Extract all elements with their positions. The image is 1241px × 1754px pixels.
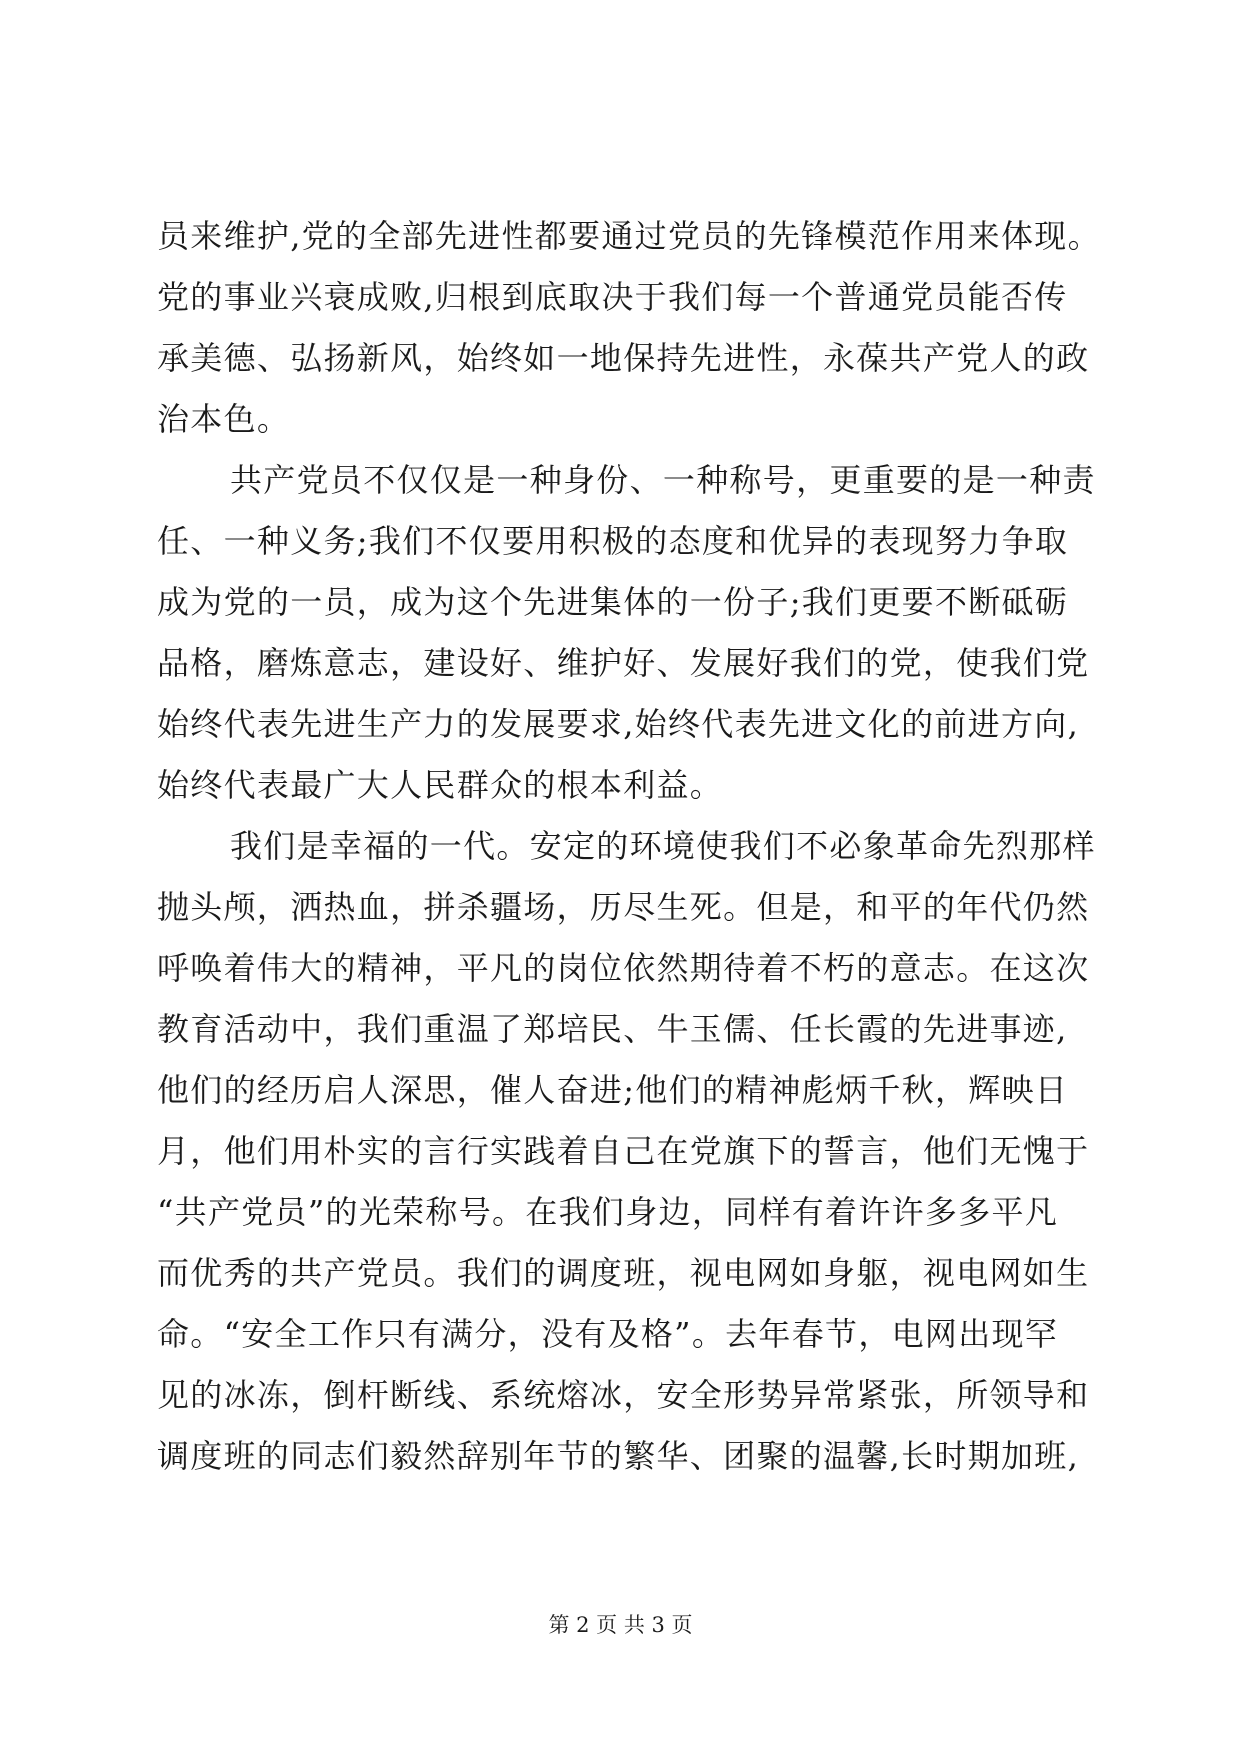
document-body — [157, 206, 1101, 1487]
paragraph-first-line: 共产党员不仅仅是一种身份、一种称号，更重要的是一种责 — [230, 461, 1096, 499]
text-line: 而优秀的共产党员。我们的调度班，视电网如身躯，视电网如生 — [157, 1254, 1090, 1292]
text-line: 品格，磨炼意志，建设好、维护好、发展好我们的党，使我们党 — [157, 644, 1090, 682]
text-line: 调度班的同志们毅然辞别年节的繁华、团聚的温馨,长时期加班, — [157, 1437, 1080, 1475]
text-line: 呼唤着伟大的精神，平凡的岗位依然期待着不朽的意志。在这次 — [157, 949, 1090, 987]
text-line: “共产党员”的光荣称号。在我们身边，同样有着许许多多平凡 — [157, 1193, 1059, 1231]
text-line: 治本色。 — [157, 400, 291, 438]
text-line: 命。“安全工作只有满分，没有及格”。去年春节，电网出现罕 — [157, 1315, 1059, 1353]
page-number-footer: 第 2 页 共 3 页 — [548, 1613, 693, 1637]
text-line: 始终代表最广大人民群众的根本利益。 — [157, 766, 724, 804]
text-line: 员来维护,党的全部先进性都要通过党员的先锋模范作用来体现。 — [157, 217, 1101, 255]
text-line: 他们的经历启人深思，催人奋进;他们的精神彪炳千秋，辉映日 — [157, 1071, 1069, 1109]
text-line: 教育活动中，我们重温了郑培民、牛玉儒、任长霞的先进事迹, — [157, 1010, 1068, 1048]
text-line: 始终代表先进生产力的发展要求,始终代表先进文化的前进方向, — [157, 705, 1080, 743]
text-line: 月，他们用朴实的言行实践着自己在党旗下的誓言，他们无愧于 — [157, 1132, 1090, 1170]
text-line: 成为党的一员，成为这个先进集体的一份子;我们更要不断砥砺 — [157, 583, 1069, 621]
text-line: 党的事业兴衰成败,归根到底取决于我们每一个普通党员能否传 — [157, 278, 1068, 316]
text-line: 承美德、弘扬新风，始终如一地保持先进性，永葆共产党人的政 — [157, 339, 1090, 377]
text-line: 抛头颅，洒热血，拼杀疆场，历尽生死。但是，和平的年代仍然 — [157, 888, 1090, 926]
text-line: 任、一种义务;我们不仅要用积极的态度和优异的表现努力争取 — [157, 522, 1069, 560]
text-line: 见的冰冻，倒杆断线、系统熔冰，安全形势异常紧张，所领导和 — [157, 1376, 1090, 1414]
paragraph-first-line: 我们是幸福的一代。安定的环境使我们不必象革命先烈那样 — [230, 827, 1096, 865]
